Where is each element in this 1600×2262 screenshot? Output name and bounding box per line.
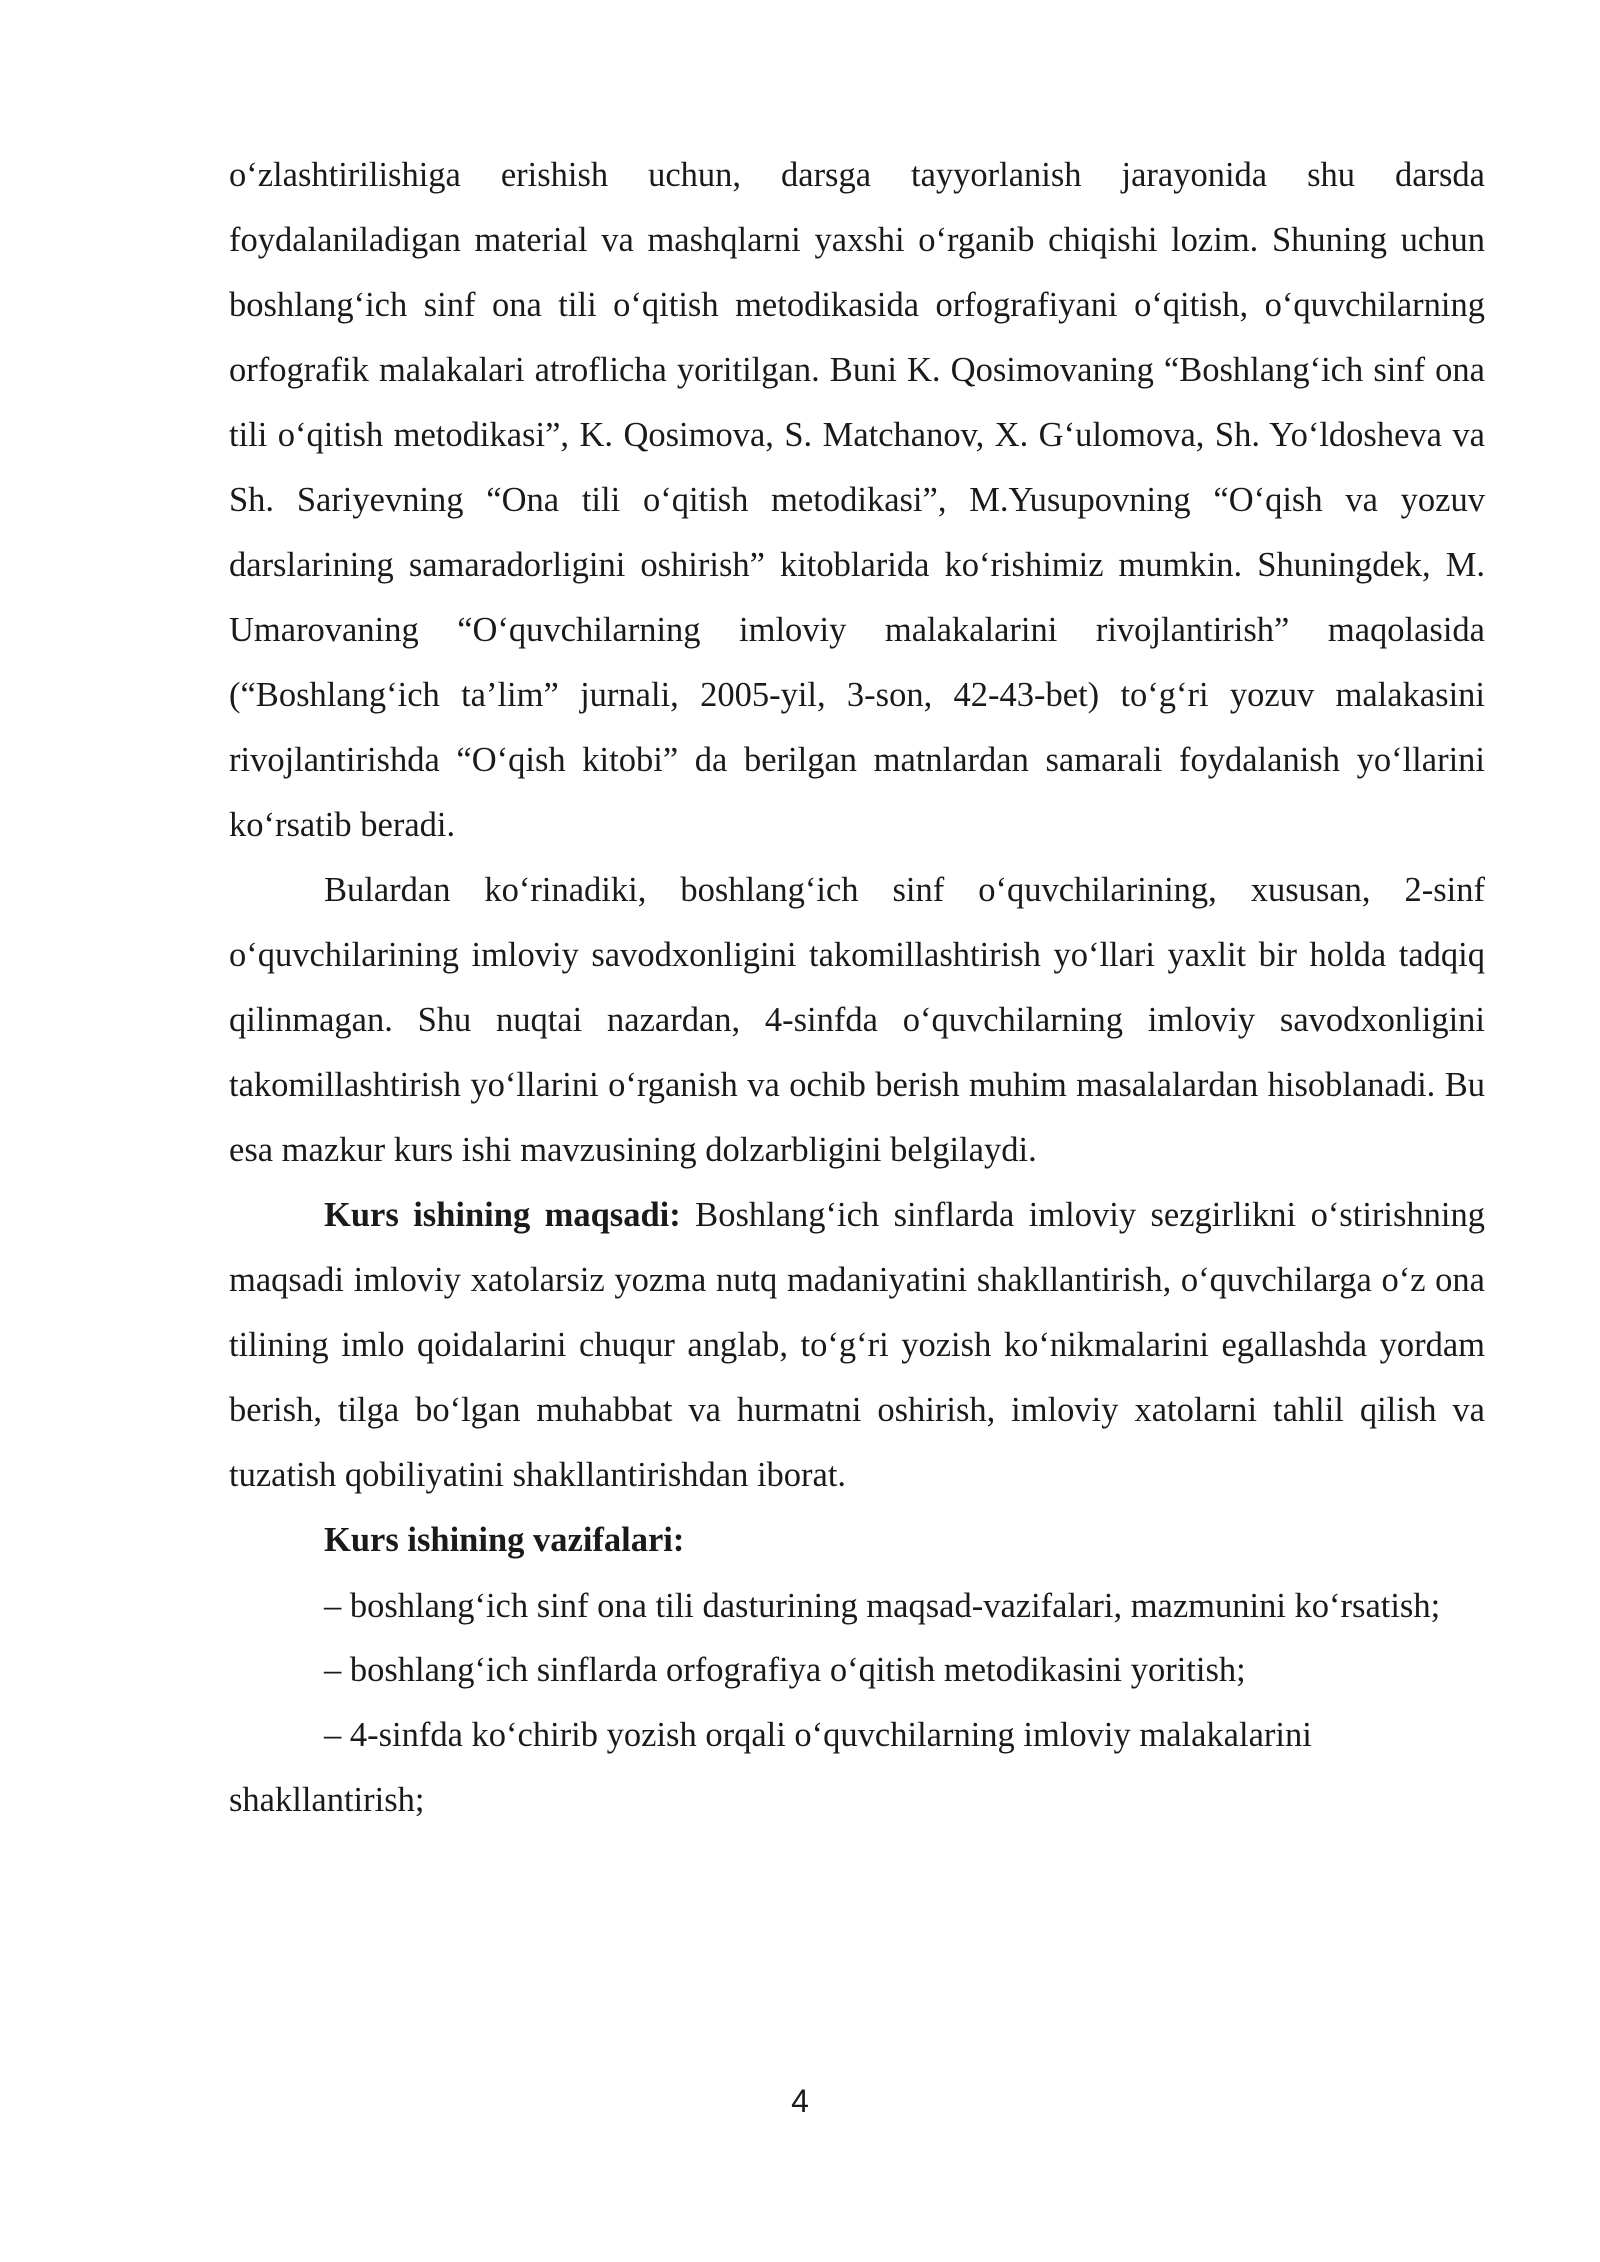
task-item: – boshlang‘ich sinflarda orfografiya o‘qitish metodikasini yoritish; xyxy=(324,1651,1246,1689)
page-number: 4 xyxy=(791,2083,809,2119)
task-item: – 4-sinfda ko‘chirib yozish orqali o‘quvchilarning imloviy malakalarini shakllantirish; xyxy=(229,1716,1312,1819)
goal-label: Kurs ishining maqsadi: xyxy=(324,1196,681,1234)
page-body xyxy=(229,143,1485,1833)
goal-text: Boshlang‘ich sinflarda imloviy sezgirlikni o‘stirishning maqsadi imloviy xatolarsiz yozma nutq madaniyatini shakllantirish, o‘quvchilarga o‘z ona tilining imlo qoidalarini chuqur anglab, to‘g‘ri yozish ko‘nikmalarini egallashda yordam berish, tilga bo‘lgan muhabbat va hurmatni oshirish, imloviy xatolarni tahlil qilish va tuzatish qobiliyatini shakllantirishdan iborat. xyxy=(229,1196,1485,1494)
paragraph-goal xyxy=(229,1183,1485,1508)
tasks-heading: Kurs ishining vazifalari: xyxy=(324,1521,685,1559)
task-item: – boshlang‘ich sinf ona tili dasturining maqsad-vazifalari, mazmunini ko‘rsatish; xyxy=(324,1587,1441,1625)
paragraph-literature-review: o‘zlashtirilishiga erishish uchun, darsga tayyorlanish jarayonida shu darsda foydalaniladigan material va mashqlarni yaxshi o‘rganib chiqishi lozim. Shuning uchun boshlang‘ich sinf ona tili o‘qitish metodikasida orfografiyani o‘qitish, o‘quvchilarning orfografik malakalari atroflicha yoritilgan. Buni K. Qosimovaning “Boshlang‘ich sinf ona tili o‘qitish metodikasi”, K. Qosimova, S. Matchanov, X. G‘ulomova, Sh. Yo‘ldosheva va Sh. Sariyevning “Ona tili o‘qitish metodikasi”, M.Yusupovning “O‘qish va yozuv darslarining samaradorligini oshirish” kitoblarida ko‘rishimiz mumkin. Shuningdek, M. Umarovaning “O‘quvchilarning imloviy malakalarini rivojlantirish” maqolasida (“Boshlang‘ich ta’lim” jurnali, 2005-yil, 3-son, 42-43-bet) to‘g‘ri yozuv malakasini rivojlantirishda “O‘qish kitobi” da berilgan matnlardan samarali foydalanish yo‘llarini ko‘rsatib beradi. xyxy=(229,156,1485,844)
paragraph-relevance: Bulardan ko‘rinadiki, boshlang‘ich sinf o‘quvchilarining, xususan, 2-sinf o‘quvchilarining imloviy savodxonligini takomillashtirish yo‘llari yaxlit bir holda tadqiq qilinmagan. Shu nuqtai nazardan, 4-sinfda o‘quvchilarning imloviy savodxonligini takomillashtirish yo‘llarini o‘rganish va ochib berish muhim masalalardan hisoblanadi. Bu esa mazkur kurs ishi mavzusining dolzarbligini belgilaydi. xyxy=(229,871,1485,1169)
